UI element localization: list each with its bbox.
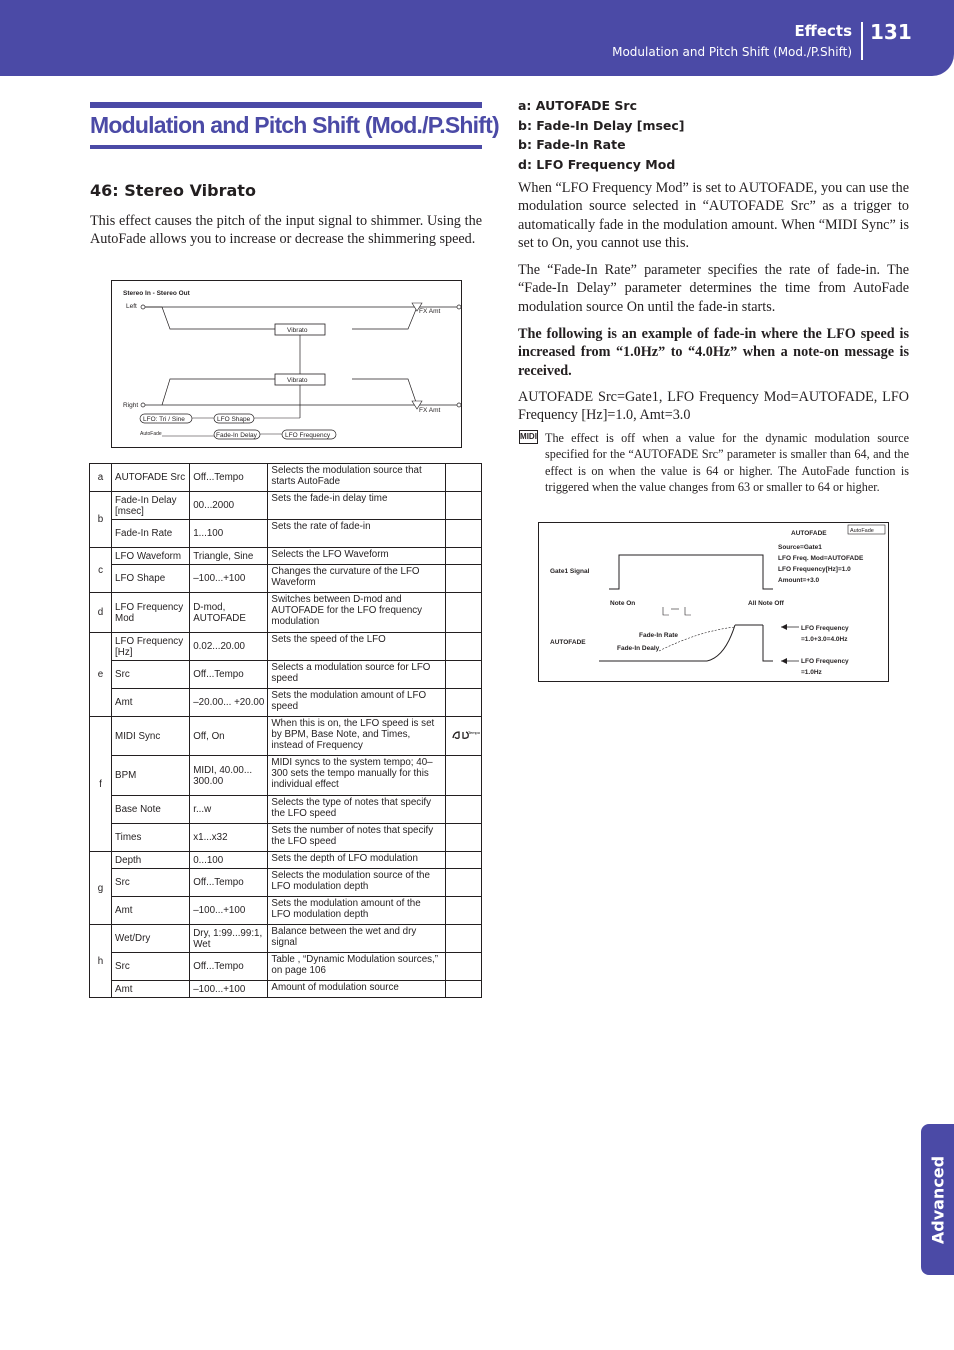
param-value: Off...Tempo — [190, 869, 268, 897]
header-divider — [861, 22, 863, 60]
param-group: d — [90, 593, 112, 633]
title-rule-bottom — [90, 145, 482, 149]
param-name: Src — [112, 953, 190, 981]
tl-amount: Amount=+3.0 — [778, 577, 820, 584]
param-desc: Selects the modulation source that starts AutoFade — [268, 464, 445, 492]
param-name: Src — [112, 661, 190, 689]
midi-note: The effect is off when a value for the dynamic modulation source specified for the “AUTOFADE Src” parameter is smaller than 64, and the effect is on when the value is 64 or higher. The AutoFade function is triggered when the value changes from 63 or smaller to 64 or higher. — [545, 431, 909, 495]
bd-lfo: LFO: Tri / Sine — [143, 416, 185, 423]
tl-lfo-high-1: LFO Frequency — [801, 625, 849, 632]
bd-io-label: Stereo In - Stereo Out — [123, 290, 190, 297]
param-value: MIDI, 40.00... 300.00 — [190, 756, 268, 796]
tl-lfo-low-2: =1.0Hz — [801, 669, 822, 676]
param-name: LFO Frequency [Hz] — [112, 633, 190, 661]
tl-title: AUTOFADE — [791, 530, 827, 537]
param-name: Fade-In Delay [msec] — [112, 492, 190, 520]
param-value: Off...Tempo — [190, 464, 268, 492]
param-name: Src — [112, 869, 190, 897]
parameter-table — [89, 463, 482, 998]
parameter-labels — [518, 96, 685, 174]
param-desc: Sets the number of notes that specify the LFO speed — [268, 824, 445, 852]
table-row — [90, 717, 482, 756]
table-row — [90, 824, 482, 852]
param-value: Off...Tempo — [190, 661, 268, 689]
param-name: Fade-In Rate — [112, 520, 190, 548]
param-desc: Table , “Dynamic Modulation sources,” on page 106 — [268, 953, 445, 981]
table-row — [90, 796, 482, 824]
param-name: LFO Waveform — [112, 548, 190, 565]
param-group: e — [90, 633, 112, 717]
param-value: 0...100 — [190, 852, 268, 869]
param-group: f — [90, 717, 112, 852]
table-row — [90, 593, 482, 633]
table-row — [90, 464, 482, 492]
param-value: Off...Tempo — [190, 953, 268, 981]
param-desc: Sets the depth of LFO modulation — [268, 852, 445, 869]
autofade-timing-diagram — [538, 522, 889, 682]
param-name: LFO Frequency Mod — [112, 593, 190, 633]
param-name: Base Note — [112, 796, 190, 824]
param-name: Wet/Dry — [112, 925, 190, 953]
tl-all-note-off: All Note Off — [748, 600, 784, 607]
param-value: 0.02...20.00 — [190, 633, 268, 661]
param-name: Amt — [112, 981, 190, 998]
param-value: 1...100 — [190, 520, 268, 548]
param-name: LFO Shape — [112, 565, 190, 593]
tl-badge: AutoFade — [850, 528, 874, 534]
param-group: c — [90, 548, 112, 593]
param-label: d: LFO Frequency Mod — [518, 156, 676, 172]
tl-freq: LFO Frequency[Hz]=1.0 — [778, 566, 851, 573]
param-desc: Selects the modulation source of the LFO modulation depth — [268, 869, 445, 897]
param-value: 00...2000 — [190, 492, 268, 520]
param-desc: Sets the rate of fade-in — [268, 520, 445, 548]
table-row — [90, 520, 482, 548]
table-row — [90, 633, 482, 661]
param-desc: Sets the modulation amount of LFO speed — [268, 689, 445, 717]
bd-left-label: Left — [126, 303, 137, 310]
table-row — [90, 897, 482, 925]
table-row — [90, 869, 482, 897]
table-row — [90, 661, 482, 689]
table-row — [90, 756, 482, 796]
paragraph-fade-in: The “Fade-In Rate” parameter specifies the rate of fade-in. The “Fade-In Delay” parameter determines the time from AutoFade modulation source On until the fade-in starts. — [518, 262, 909, 315]
bd-lfo-frequency: LFO Frequency — [285, 432, 331, 439]
param-value: –100...+100 — [190, 897, 268, 925]
section-heading: 46: Stereo Vibrato — [90, 181, 256, 200]
bd-fx-amt-bottom: FX Amt — [419, 407, 441, 414]
param-group: a — [90, 464, 112, 492]
param-value: –100...+100 — [190, 981, 268, 998]
param-desc: Sets the speed of the LFO — [268, 633, 445, 661]
svg-text:Tempo: Tempo — [468, 729, 481, 735]
param-value: D-mod, AUTOFADE — [190, 593, 268, 633]
side-tab-advanced[interactable] — [921, 1124, 954, 1275]
table-row — [90, 852, 482, 869]
param-name: Amt — [112, 897, 190, 925]
param-desc: Selects the LFO Waveform — [268, 548, 445, 565]
param-desc: Balance between the wet and dry signal — [268, 925, 445, 953]
block-diagram — [111, 280, 462, 448]
header-section: Effects — [794, 22, 852, 40]
table-row — [90, 689, 482, 717]
tl-note-on: Note On — [610, 600, 636, 607]
param-name: Depth — [112, 852, 190, 869]
param-value: x1...x32 — [190, 824, 268, 852]
param-name: Times — [112, 824, 190, 852]
table-row — [90, 925, 482, 953]
intro-paragraph: This effect causes the pitch of the input signal to shimmer. Using the AutoFade allows you to increase or decrease the shimmering speed. — [90, 213, 482, 248]
param-desc: Sets the fade-in delay time — [268, 492, 445, 520]
paragraph-autofade: When “LFO Frequency Mod” is set to AUTOFADE, you can use the modulation source selected in “AUTOFADE Src” as a trigger to automatically fade in the modulation amount. When “MIDI Sync” is set to On, you cannot use this. — [518, 180, 909, 252]
table-row — [90, 548, 482, 565]
param-name: AUTOFADE Src — [112, 464, 190, 492]
param-value: Off, On — [190, 717, 268, 756]
bd-fx-amt-top: FX Amt — [419, 308, 441, 315]
bd-vibrato-left: Vibrato — [287, 327, 308, 334]
table-row — [90, 981, 482, 998]
tl-gate-label: Gate1 Signal — [550, 568, 590, 575]
param-desc: Changes the curvature of the LFO Waveform — [268, 565, 445, 593]
bd-vibrato-right: Vibrato — [287, 377, 308, 384]
param-group: g — [90, 852, 112, 925]
param-value: r...w — [190, 796, 268, 824]
param-value: Triangle, Sine — [190, 548, 268, 565]
tl-autofade-label: AUTOFADE — [550, 639, 586, 646]
midi-icon: MIDI — [519, 430, 538, 444]
header-subtitle: Modulation and Pitch Shift (Mod./P.Shift) — [612, 45, 852, 59]
table-row — [90, 953, 482, 981]
param-desc: When this is on, the LFO speed is set by BPM, Base Note, and Times, instead of Frequency — [268, 717, 445, 756]
page-title: Modulation and Pitch Shift (Mod./P.Shift) — [90, 112, 499, 138]
param-name: Amt — [112, 689, 190, 717]
bd-lfo-shape: LFO Shape — [217, 416, 251, 423]
paragraph-example-settings: AUTOFADE Src=Gate1, LFO Frequency Mod=AUTOFADE, LFO Frequency [Hz]=1.0, Amt=3.0 — [518, 389, 909, 424]
param-group: h — [90, 925, 112, 998]
tl-fade-in-delay: Fade-In Dealy — [617, 645, 660, 652]
paragraph-example-heading: The following is an example of fade-in where the LFO speed is increased from “1.0Hz” to “4.0Hz” when a note-on message is received. — [518, 326, 909, 379]
title-rule-top — [90, 102, 482, 108]
side-tab-label: Advanced — [928, 1155, 947, 1244]
param-value: Dry, 1:99...99:1, Wet — [190, 925, 268, 953]
tl-source: Source=Gate1 — [778, 544, 822, 551]
param-name: MIDI Sync — [112, 717, 190, 756]
param-desc: Sets the modulation amount of the LFO modulation depth — [268, 897, 445, 925]
param-group: b — [90, 492, 112, 548]
tempo-sync-icon — [445, 717, 481, 756]
bd-autofade: AutoFade — [140, 431, 162, 437]
param-desc: MIDI syncs to the system tempo; 40–300 sets the tempo manually for this individual effect — [268, 756, 445, 796]
param-desc: Selects a modulation source for LFO speed — [268, 661, 445, 689]
param-desc: Switches between D-mod and AUTOFADE for the LFO frequency modulation — [268, 593, 445, 633]
param-label: b: Fade-In Delay [msec] — [518, 117, 685, 133]
param-desc: Amount of modulation source — [268, 981, 445, 998]
tl-lfo-low-1: LFO Frequency — [801, 658, 849, 665]
bd-right-label: Right — [123, 402, 139, 409]
param-value: –100...+100 — [190, 565, 268, 593]
tl-fade-in-rate: Fade-In Rate — [639, 632, 679, 639]
table-row — [90, 492, 482, 520]
tl-freq-mod: LFO Freq. Mod=AUTOFADE — [778, 555, 864, 562]
param-desc: Selects the type of notes that specify the LFO speed — [268, 796, 445, 824]
param-label: b: Fade-In Rate — [518, 137, 626, 152]
tl-lfo-high-2: =1.0+3.0=4.0Hz — [801, 636, 848, 643]
bd-fade-in-delay: Fade-In Delay — [216, 432, 257, 439]
table-row — [90, 565, 482, 593]
param-label: a: AUTOFADE Src — [518, 98, 638, 113]
page-number: 131 — [870, 20, 912, 44]
param-name: BPM — [112, 756, 190, 796]
param-value: –20.00... +20.00 — [190, 689, 268, 717]
page-header — [0, 0, 954, 76]
